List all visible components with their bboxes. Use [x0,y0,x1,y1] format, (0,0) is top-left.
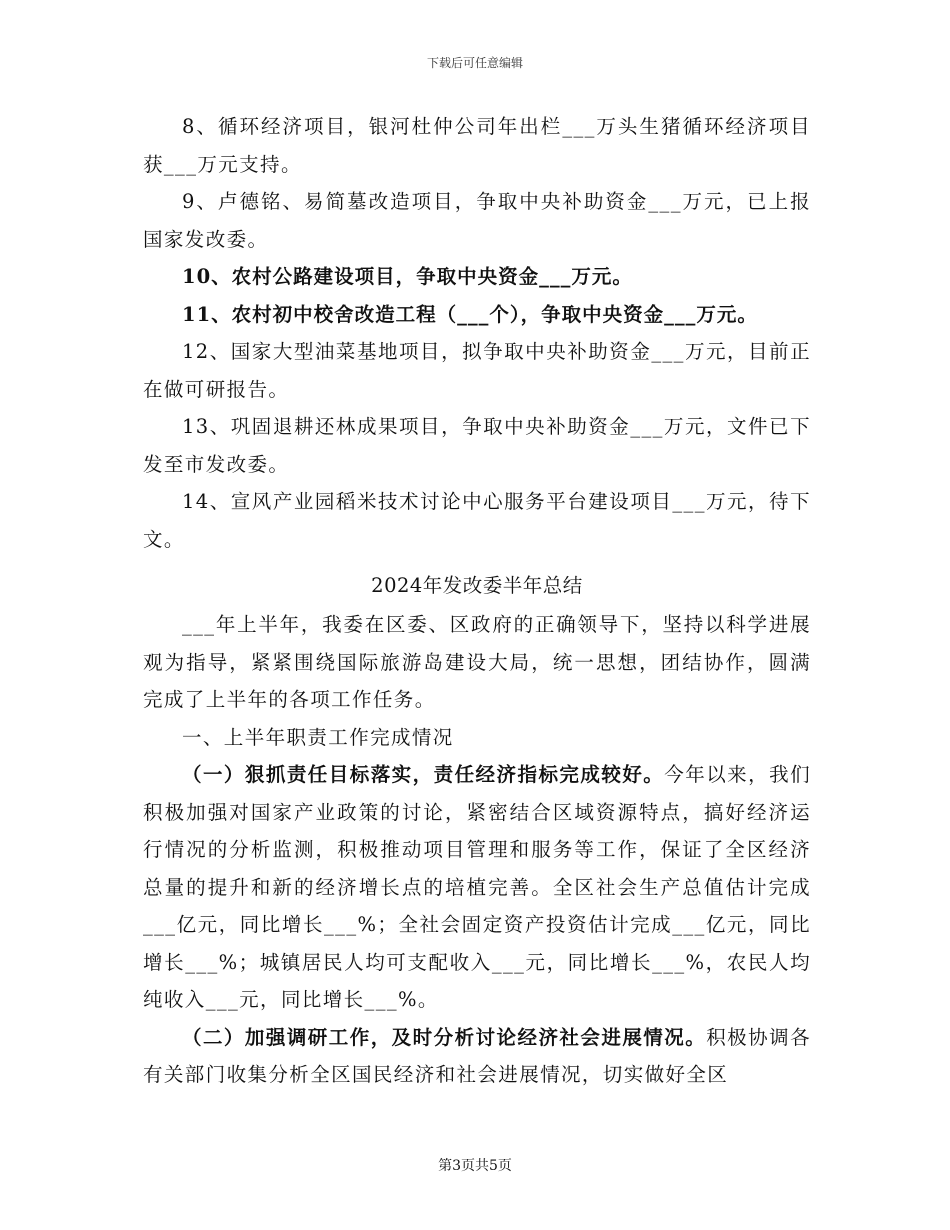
paragraph-1-lead: （一）狠抓责任目标落实，责任经济指标完成较好。 [182,763,665,786]
header-note: 下载后可任意编辑 [426,56,523,70]
section-heading-1: 一、上半年职责工作完成情况 [182,725,454,749]
paragraph-1 [143,756,811,1019]
list-item-12: 12、国家大型油菜基地项目，拟争取中央补助资金___万元，目前正在做可研报告。 [143,340,811,401]
document-body [143,108,811,1094]
list-item-8: 8、循环经济项目，银河杜仲公司年出栏___万头生猪循环经济项目获___万元支持。 [143,115,811,176]
list-item-14: 14、宣风产业园稻米技术讨论中心服务平台建设项目___万元，待下文。 [143,490,811,551]
intro-paragraph: ___年上半年，我委在区委、区政府的正确领导下，坚持以科学进展观为指导，紧紧围绕国际旅游岛建设大局，统一思想，团结协作，圆满完成了上半年的各项工作任务。 [143,613,811,711]
list-item-11: 11、农村初中校舍改造工程（___个），争取中央资金___万元。 [182,302,758,326]
page-footer: 第3页共5页 [438,1158,512,1174]
paragraph-2-body: 积极协调各有关部门收集分析全区国民经济和社会进展情况，切实做好全区 [143,1025,811,1086]
paragraph-1-body: 今年以来，我们积极加强对国家产业政策的讨论，紧密结合区域资源特点，搞好经济运行情况的分析监测，积极推动项目管理和服务等工作，保证了全区经济总量的提升和新的经济增长点的培植完善。全区社会生产总值估计完成___亿元，同比增长___%；全社会固定资产投资估计完成___亿元，同比增长___%；城镇居民人均可支配收入___元，同比增长___%，农民人均纯收入___元，同比增长___%。 [143,763,811,1011]
list-item-13: 13、巩固退耕还林成果项目，争取中央补助资金___万元，文件已下发至市发改委。 [143,415,811,476]
list-item-9: 9、卢德铭、易简墓改造项目，争取中央补助资金___万元，已上报国家发改委。 [143,190,811,251]
list-item-10: 10、农村公路建设项目，争取中央资金___万元。 [182,265,633,288]
paragraph-2-lead: （二）加强调研工作，及时分析讨论经济社会进展情况。 [182,1025,707,1049]
paragraph-2 [143,1019,811,1094]
section-title: 2024年发改委半年总结 [371,574,583,597]
